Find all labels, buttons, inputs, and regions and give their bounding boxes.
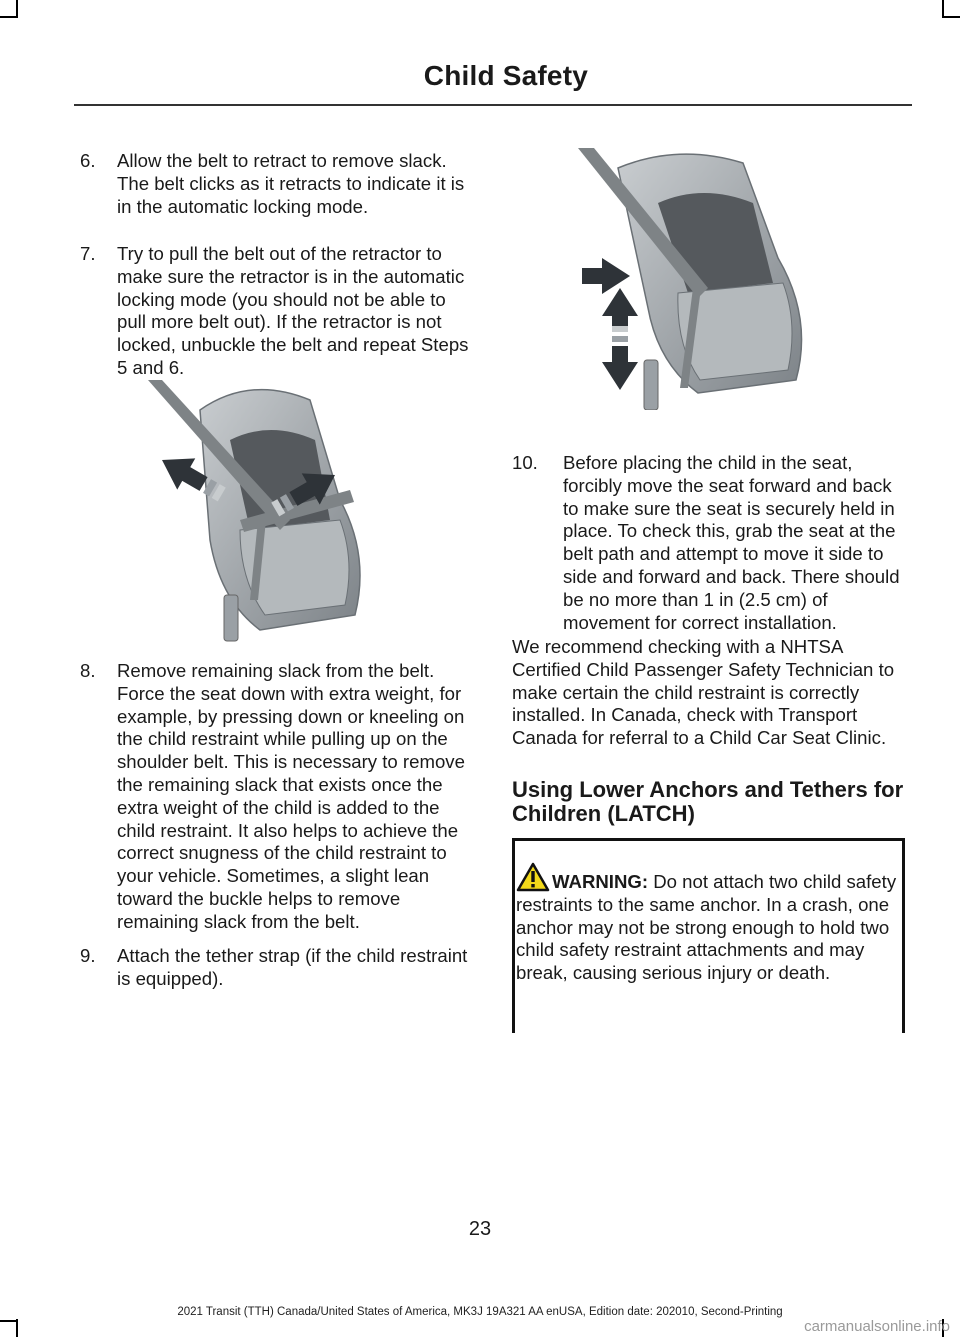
warning-body: Do not attach two child safety restraints to the same anchor. In a crash, one anchor may not be strong enough to hold two child safety restraint attachments and may break, causing serious injury or death. [516,871,897,984]
child-seat-illustration-2 [578,148,818,410]
warning-triangle-icon [516,862,550,892]
list-item-10 [512,452,908,634]
recommendation-paragraph: We recommend checking with a NHTSA Certified Child Passenger Safety Technician to make certain the child restraint is correctly installed. In Canada, check with Transport Canada for referral to a Child Car Seat Clinic. [512,636,895,749]
list-item-text: Before placing the child in the seat, forcibly move the seat forward and back to make sure the seat is securely held in place. To check this, grab the seat at the belt path and attempt to move it side to side and forward and back. There should be no more than 1 in (2.5 cm) of movement for correct installation. [563,452,900,633]
page-number: 23 [468,1218,492,1240]
list-item-7 [80,243,478,380]
page-title: Child Safety [423,60,588,91]
crop-mark-bottom-left-v [16,1319,18,1337]
list-item-text: Remove remaining slack from the belt. Force the seat down with extra weight, for example, by pressing down or kneeling on the child restraint while pulling up on the shoulder belt. This is necessary to remove the remaining slack that exists once the extra weight of the child is added to the child restraint. It also helps to achieve the correct snugness of the child restraint to your vehicle. Sometimes, a slight lean toward the buckle helps to remove remaining slack from the belt. [117,660,465,932]
header-divider [74,104,912,106]
crop-mark-top-left-h [0,16,18,18]
list-item-number: 7. [80,243,96,264]
list-item-6 [80,150,472,218]
crop-mark-bottom-left-h [0,1320,18,1322]
list-item-text: Attach the tether strap (if the child restraint is equipped). [117,945,468,989]
list-item-number: 8. [80,660,96,681]
list-item-9 [80,945,472,991]
edition-info: 2021 Transit (TTH) Canada/United States of America, MK3J 19A321 AA enUSA, Edition date: 202010, Second-Printing [177,1306,783,1318]
watermark: carmanualsonline.info [804,1318,950,1335]
list-item-number: 6. [80,150,96,171]
list-item-text: Allow the belt to retract to remove slack. The belt clicks as it retracts to indicate it is in the automatic locking mode. [117,150,465,217]
list-item-8 [80,660,478,934]
list-item-number: 9. [80,945,96,966]
section-heading: Using Lower Anchors and Tethers for Children (LATCH) [512,777,904,826]
crop-mark-top-right-h [942,16,960,18]
child-seat-illustration-1 [140,380,380,645]
warning-text [516,862,900,985]
list-item-number: 10. [512,452,538,473]
list-item-text: Try to pull the belt out of the retractor to make sure the retractor is in the automatic locking mode (you should not be able to pull more belt out). If the retractor is not locked, unbuckle the belt and repeat Steps 5 and 6. [117,243,469,378]
warning-label: WARNING: [552,871,649,892]
